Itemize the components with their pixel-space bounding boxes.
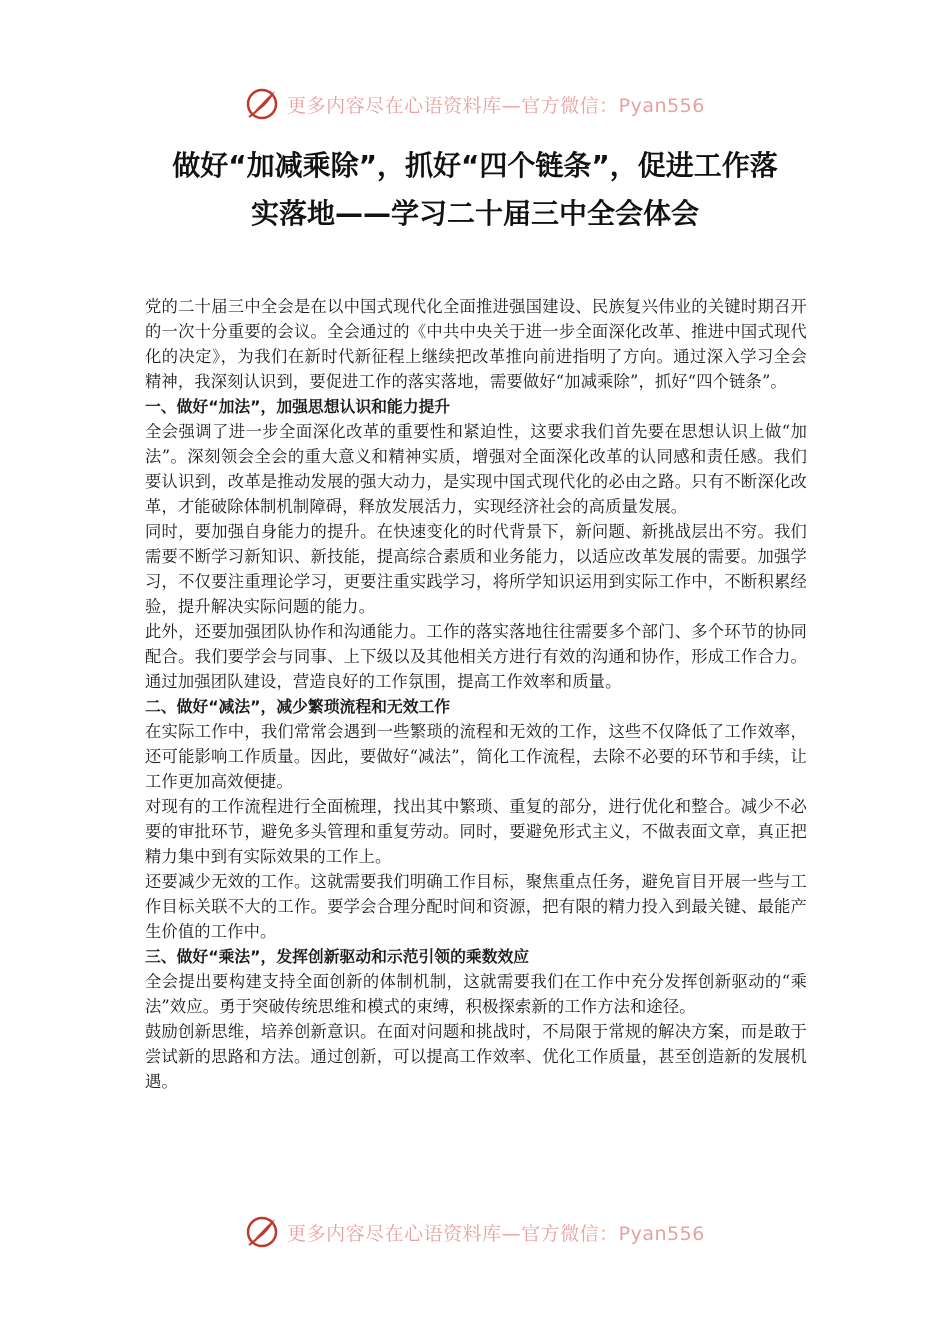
footer-watermark-banner [0,1210,950,1254]
document-title [120,142,830,238]
quill-logo-icon [245,87,279,121]
section1-paragraph-2: 同时，要加强自身能力的提升。在快速变化的时代背景下，新问题、新挑战层出不穷。我们需要不断学习新知识、新技能，提高综合素质和业务能力，以适应改革发展的需要。加强学习，不仅要注重理论学习，更要注重实践学习，将所学知识运用到实际工作中，不断积累经验，提升解决实际问题的能力。 [145,522,807,616]
section-heading-3: 三、做好“乘法”，发挥创新驱动和示范引领的乘数效应 [145,947,530,966]
watermark-text: 更多内容尽在心语资料库—官方微信：Pyan556 [287,94,705,117]
title-line-1: 做好“加减乘除”，抓好“四个链条”，促进工作落 [172,149,778,182]
section3-paragraph-1: 全会提出要构建支持全面创新的体制机制，这就需要我们在工作中充分发挥创新驱动的“乘法”效应。勇于突破传统思维和模式的束缚，积极探索新的工作方法和途径。 [145,972,807,1016]
quill-logo-icon [245,1215,279,1249]
section-heading-1: 一、做好“加法”，加强思想认识和能力提升 [145,397,451,416]
section2-paragraph-3: 还要减少无效的工作。这就需要我们明确工作目标，聚焦重点任务，避免盲目开展一些与工作目标关联不大的工作。要学会合理分配时间和资源，把有限的精力投入到最关键、最能产生价值的工作中。 [145,872,807,941]
title-line-2: 实落地——学习二十届三中全会体会 [250,197,699,230]
intro-paragraph: 党的二十届三中全会是在以中国式现代化全面推进强国建设、民族复兴伟业的关键时期召开的一次十分重要的会议。全会通过的《中共中央关于进一步全面深化改革、推进中国式现代化的决定》，为我们在新时代新征程上继续把改革推向前进指明了方向。通过深入学习全会精神，我深刻认识到，要促进工作的落实落地，需要做好“加减乘除”，抓好“四个链条”。 [145,297,807,391]
document-body [145,294,807,1094]
section1-paragraph-3: 此外，还要加强团队协作和沟通能力。工作的落实落地往往需要多个部门、多个环节的协同配合。我们要学会与同事、上下级以及其他相关方进行有效的沟通和协作，形成工作合力。通过加强团队建设，营造良好的工作氛围，提高工作效率和质量。 [145,622,807,691]
header-watermark-banner [0,82,950,126]
section1-paragraph-1: 全会强调了进一步全面深化改革的重要性和紧迫性，这要求我们首先要在思想认识上做“加法”。深刻领会全会的重大意义和精神实质，增强对全面深化改革的认同感和责任感。我们要认识到，改革是推动发展的强大动力，是实现中国式现代化的必由之路。只有不断深化改革，才能破除体制机制障碍，释放发展活力，实现经济社会的高质量发展。 [145,422,807,516]
section-heading-2: 二、做好“减法”，减少繁琐流程和无效工作 [145,697,451,716]
section3-paragraph-2: 鼓励创新思维，培养创新意识。在面对问题和挑战时，不局限于常规的解决方案，而是敢于尝试新的思路和方法。通过创新，可以提高工作效率、优化工作质量，甚至创造新的发展机遇。 [145,1022,807,1091]
watermark-text: 更多内容尽在心语资料库—官方微信：Pyan556 [287,1222,705,1245]
section2-paragraph-1: 在实际工作中，我们常常会遇到一些繁琐的流程和无效的工作，这些不仅降低了工作效率，还可能影响工作质量。因此，要做好“减法”，简化工作流程，去除不必要的环节和手续，让工作更加高效便捷。 [145,722,807,791]
section2-paragraph-2: 对现有的工作流程进行全面梳理，找出其中繁琐、重复的部分，进行优化和整合。减少不必要的审批环节，避免多头管理和重复劳动。同时，要避免形式主义，不做表面文章，真正把精力集中到有实际效果的工作上。 [145,797,807,866]
